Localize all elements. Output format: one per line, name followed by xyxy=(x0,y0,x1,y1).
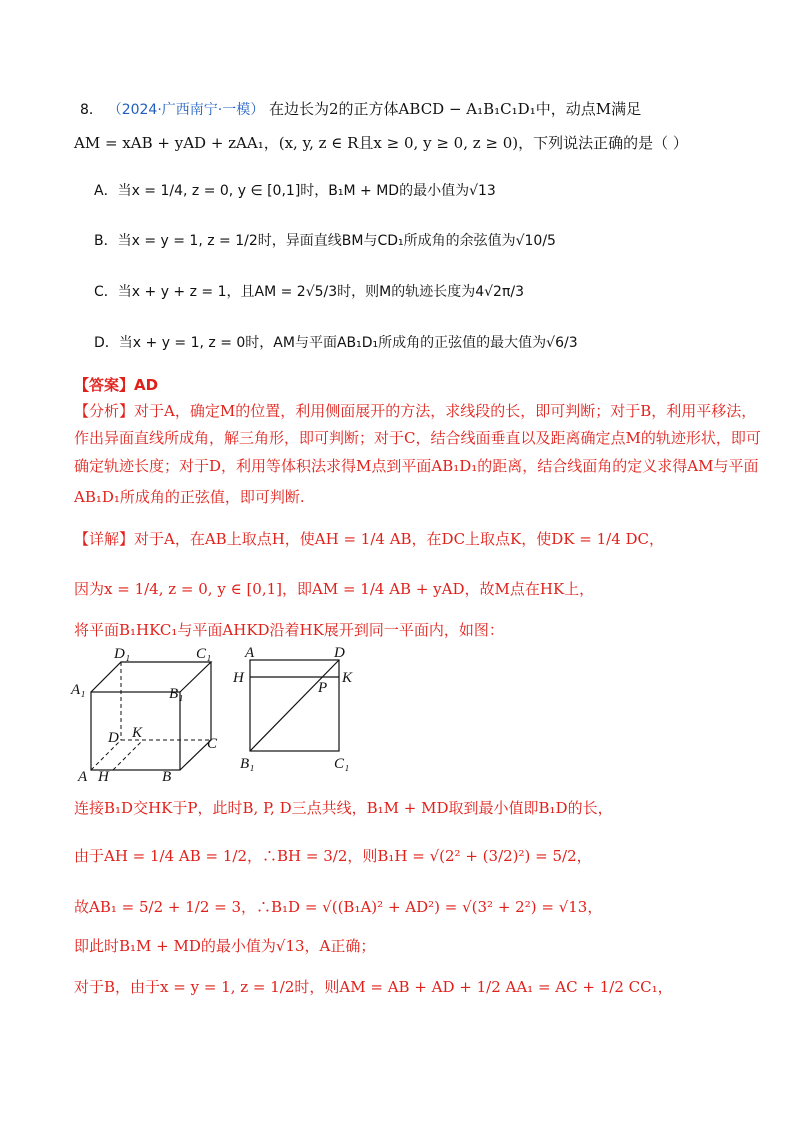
option-c: C．当x + y + z = 1，且AM = 2√5/3时，则M的轨迹长度为4√2π/3 xyxy=(94,284,525,300)
detail-line-2: 因为x = 1/4, z = 0, y ∈ [0,1]，即AM = 1/4 AB + yAD，故M点在HK上， xyxy=(74,580,595,598)
analysis-line-1: 【分析】对于A，确定M的位置，利用侧面展开的方法，求线段的长，即可判断；对于B，利用平移法， xyxy=(74,402,757,420)
label-a1: A₁ xyxy=(71,682,86,698)
label-a-unf: A xyxy=(245,645,255,661)
unfold-figure xyxy=(228,640,358,775)
detail-line-8: 对于B，由于x = y = 1, z = 1/2时，则AM = AB + AD + 1/2 AA₁ = AC + 1/2 CC₁， xyxy=(74,978,673,996)
label-c: C xyxy=(207,736,218,752)
analysis-line-4: AB₁D₁所成角的正弦值，即可判断. xyxy=(74,488,305,506)
question-stem-1: 在边长为2的正方体ABCD − A₁B₁C₁D₁中，动点M满足 xyxy=(269,100,642,118)
analysis-line-3: 确定轨迹长度；对于D，利用等体积法求得M点到平面AB₁D₁的距离，结合线面角的定义求得AM与平面 xyxy=(74,457,759,475)
line-b1d xyxy=(250,660,339,751)
label-c1: C₁ xyxy=(196,646,212,662)
label-c1-unf: C₁ xyxy=(334,756,350,772)
label-k-unf: K xyxy=(342,670,353,686)
label-p-unf: P xyxy=(318,680,328,696)
analysis-line-2: 作出异面直线所成角，解三角形，即可判断；对于C，结合线面垂直以及距离确定点M的轨迹形状，即可 xyxy=(74,429,761,447)
detail-line-7: 即此时B₁M + MD的最小值为√13，A正确； xyxy=(74,937,376,955)
detail-line-1: 【详解】对于A，在AB上取点H，使AH = 1/4 AB，在DC上取点K，使DK = 1/4 DC， xyxy=(74,530,665,548)
cube-top-face xyxy=(91,662,211,692)
label-b: B xyxy=(162,769,172,785)
option-a: A．当x = 1/4, z = 0, y ∈ [0,1]时，B₁M + MD的最小值为√13 xyxy=(94,183,496,199)
option-b: B．当x = y = 1, z = 1/2时，异面直线BM与CD₁所成角的余弦值为√10/5 xyxy=(94,233,556,249)
label-h-unf: H xyxy=(233,670,244,686)
answer-label: 【答案】AD xyxy=(74,376,159,394)
detail-line-5: 由于AH = 1/4 AB = 1/2，∴BH = 3/2，则B₁H = √(2² + (3/2)²) = 5/2， xyxy=(74,847,592,865)
detail-line-3: 将平面B₁HKC₁与平面AHKD沿着HK展开到同一平面内，如图： xyxy=(74,621,504,639)
label-b1-unf: B₁ xyxy=(240,756,255,772)
label-d1: D₁ xyxy=(114,646,131,662)
detail-line-6: 故AB₁ = 5/2 + 1/2 = 3，∴B₁D = √((B₁A)² + AD²) = √(3² + 2²) = √13， xyxy=(74,898,603,916)
question-source: （2024·广西南宁·一模） xyxy=(107,102,265,118)
cube-figure xyxy=(66,640,236,785)
label-h: H xyxy=(98,769,109,785)
question-line-1 xyxy=(80,98,641,119)
detail-line-4: 连接B₁D交HK于P，此时B, P, D三点共线，B₁M + MD取到最小值即B₁D的长， xyxy=(74,799,613,817)
label-d-unf: D xyxy=(334,645,345,661)
question-line-2: AM = xAB + yAD + zAA₁，(x, y, z ∈ R且x ≥ 0, y ≥ 0, z ≥ 0)，下列说法正确的是（ ） xyxy=(74,134,688,152)
option-d: D．当x + y = 1, z = 0时，AM与平面AB₁D₁所成角的正弦值的最大值为√6/3 xyxy=(94,335,578,351)
label-b1: B₁ xyxy=(169,686,184,702)
label-a: A xyxy=(78,769,88,785)
label-k: K xyxy=(132,725,143,741)
question-number: 8． xyxy=(80,102,103,118)
cube-right-face xyxy=(180,662,211,770)
label-d: D xyxy=(108,730,119,746)
